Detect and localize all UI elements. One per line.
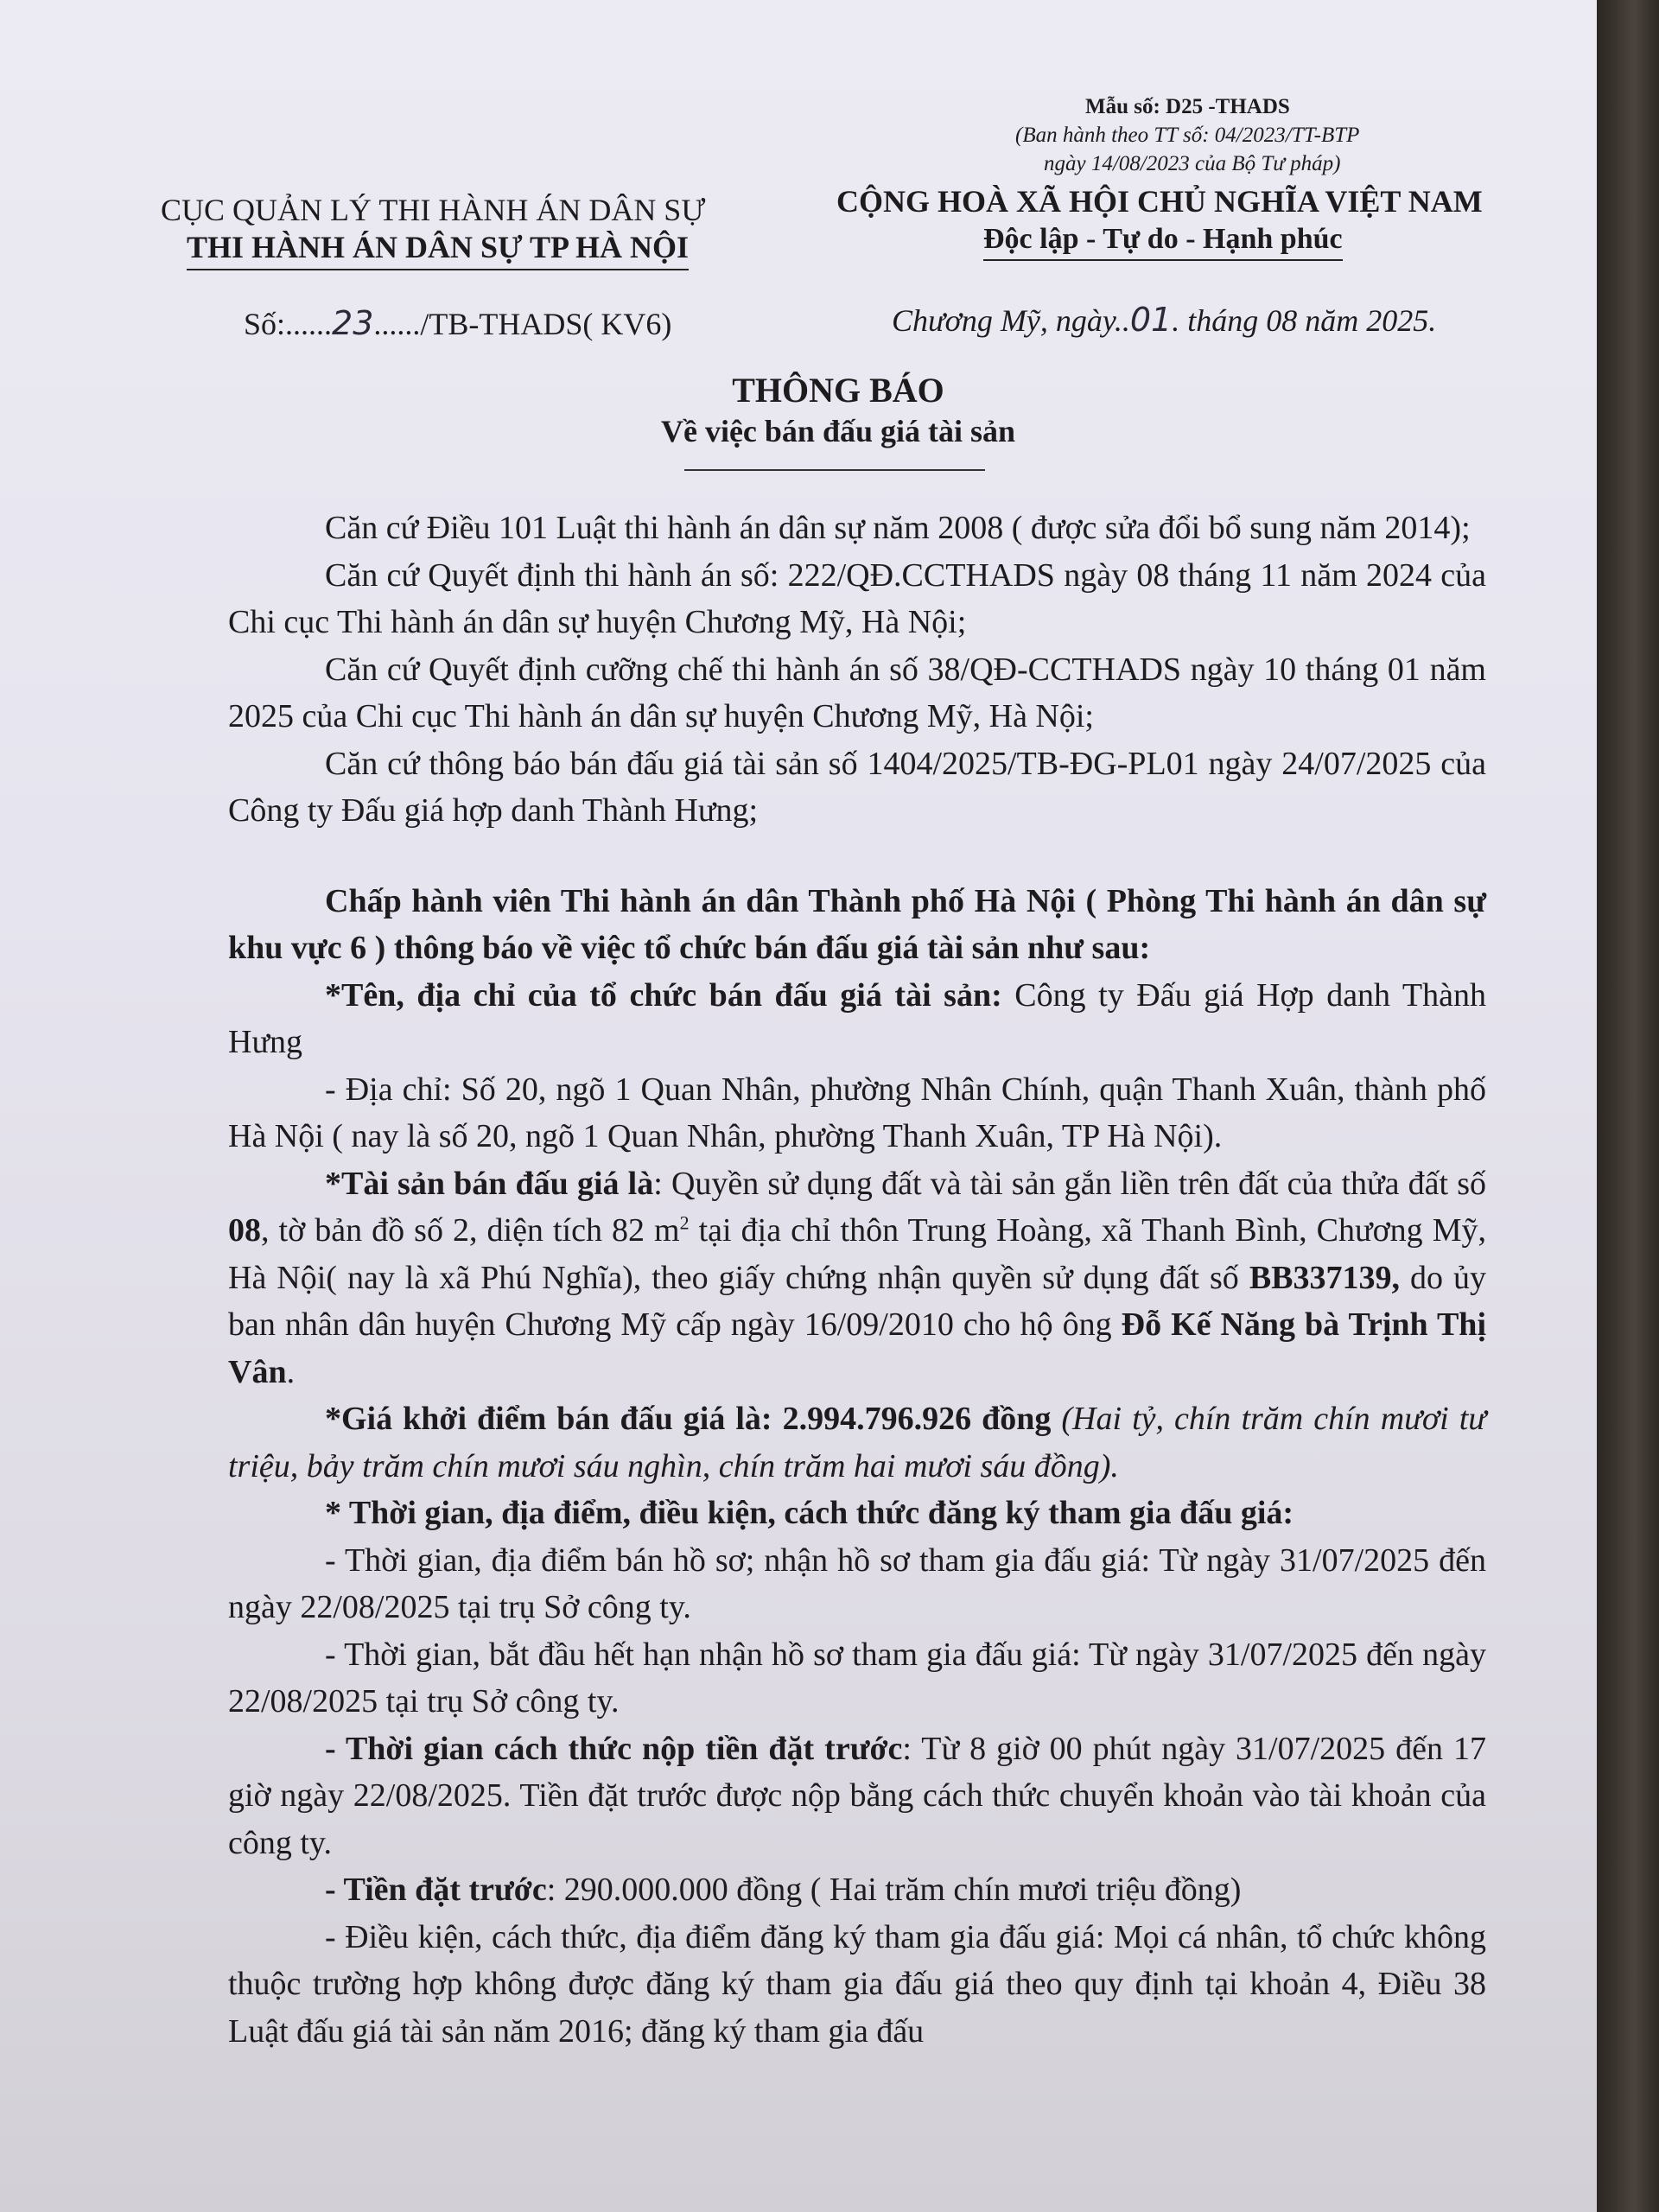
place-and-date (892, 301, 1436, 339)
doc-number-suffix: ....../TB-THADS( KV6) (373, 307, 672, 341)
registration-item: - Thời gian, địa điểm bán hồ sơ; nhận hồ sơ tham gia đấu giá: Từ ngày 31/07/2025 đến ngày 22/08/2025 tại trụ Sở công ty. (228, 1541, 1486, 1625)
basis-paragraph: Căn cứ Quyết định cưỡng chế thi hành án số 38/QĐ-CCTHADS ngày 10 tháng 01 năm 2025 của Chi cục Thi hành án dân sự huyện Chương Mỹ, Hà Nội; (228, 651, 1486, 734)
deposit-amount-label: - Tiền đặt trước (325, 1872, 547, 1908)
certificate-number: BB337139, (1249, 1259, 1401, 1296)
registration-heading: * Thời gian, địa điểm, điều kiện, cách thức đăng ký tham gia đấu giá: (325, 1495, 1294, 1531)
document-title: THÔNG BÁO (732, 371, 944, 410)
basis-paragraph: Căn cứ Quyết định thi hành án số: 222/QĐ.CCTHADS ngày 08 tháng 11 năm 2024 của Chi cục Thi hành án dân sự huyện Chương Mỹ, Hà Nội; (228, 556, 1486, 640)
intro-paragraph: Chấp hành viên Thi hành án dân Thành phố Hà Nội ( Phòng Thi hành án dân sự khu vực 6 ) thông báo về việc tổ chức bán đấu giá tài sản như sau: (228, 882, 1486, 966)
conditions-paragraph (228, 1914, 1486, 2056)
place-prefix: Chương Mỹ, ngày.. (892, 303, 1130, 338)
agency-name-line1: CỤC QUẢN LÝ THI HÀNH ÁN DÂN SỰ (161, 193, 706, 227)
day-handwritten: 01 (1129, 301, 1173, 339)
deposit-amount-paragraph (228, 1866, 1486, 1914)
deposit-method-label: - Thời gian cách thức nộp tiền đặt trước (325, 1730, 903, 1767)
starting-price-paragraph (228, 1395, 1486, 1490)
asset-owners: Đỗ Kế Năng bà Trịnh Thị Vân (228, 1306, 1486, 1390)
basis-paragraph: Căn cứ Điều 101 Luật thi hành án dân sự năm 2008 ( được sửa đổi bổ sung năm 2014); (325, 510, 1471, 546)
form-number: Mẫu số: D25 -THADS (1085, 95, 1290, 118)
document-subtitle: Về việc bán đấu giá tài sản (660, 414, 1016, 448)
asset-text: tại địa chỉ thôn Trung Hoàng, xã Thanh Bình, Chương Mỹ, Hà Nội( nay là xã Phú Nghĩa), theo giấy chứng nhận quyền sử dụng đất số (228, 1212, 1486, 1296)
conditions-text: : Mọi cá nhân, tổ chức không thuộc trường hợp không được đăng ký tham gia đấu giá theo quy định tại khoản 4, Điều 38 Luật đấu giá tài sản năm 2016; đăng ký tham gia đấu (228, 1918, 1487, 2050)
deposit-method-paragraph (228, 1726, 1486, 1867)
auction-org-paragraph (228, 972, 1486, 1066)
doc-number-handwritten: 23 (332, 304, 374, 342)
auction-org-address: - Địa chỉ: Số 20, ngõ 1 Quan Nhân, phường Nhân Chính, quận Thanh Xuân, thành phố Hà Nội ( nay là số 20, ngõ 1 Quan Nhân, phường Thanh Xuân, TP Hà Nội). (228, 1071, 1486, 1154)
asset-paragraph (228, 1160, 1486, 1396)
asset-text: do ủy ban nhân dân huyện Chương Mỹ cấp ngày 16/09/2010 cho hộ ông (228, 1259, 1487, 1343)
asset-label: *Tài sản bán đấu giá là (325, 1165, 654, 1202)
starting-price-words: (Hai tỷ, chín trăm chín mươi tư triệu, bảy trăm chín mươi sáu nghìn, chín trăm hai mươi sáu đồng). (228, 1401, 1486, 1484)
background-edge (1597, 0, 1659, 2212)
auction-org-label: *Tên, địa chỉ của tổ chức bán đấu giá tài sản: (325, 976, 1002, 1014)
asset-text: . (286, 1353, 296, 1390)
area-unit-superscript: 2 (679, 1211, 690, 1234)
agency-name-line2: THI HÀNH ÁN DÂN SỰ TP HÀ NỘI (187, 229, 689, 270)
document-body (228, 505, 1486, 2055)
place-suffix: . tháng 08 năm 2025. (1172, 303, 1437, 338)
starting-price-label: *Giá khởi điểm bán đấu giá là: 2.994.796.926 đồng (325, 1401, 1052, 1437)
document-number (244, 304, 671, 342)
deposit-amount-text: : 290.000.000 đồng ( Hai trăm chín mươi triệu đồng) (546, 1872, 1242, 1908)
asset-text: , tờ bản đồ số 2, diện tích 82 m (261, 1212, 680, 1249)
conditions-label: - Điều kiện, cách thức, địa điểm đăng ký tham gia đấu giá (325, 1918, 1096, 1955)
auction-org-name: Công ty Đấu giá Hợp danh Thành Hưng (228, 976, 1486, 1060)
deposit-method-text: : Từ 8 giờ 00 phút ngày 31/07/2025 đến 17 giờ ngày 22/08/2025. Tiền đặt trước được nộp bằng cách thức chuyển khoản vào tài khoản của công ty. (228, 1730, 1486, 1861)
registration-item: - Thời gian, bắt đầu hết hạn nhận hồ sơ tham gia đấu giá: Từ ngày 31/07/2025 đến ngày 22/08/2025 tại trụ Sở công ty. (228, 1636, 1486, 1719)
basis-paragraph: Căn cứ thông báo bán đấu giá tài sản số 1404/2025/TB-ĐG-PL01 ngày 24/07/2025 của Công ty Đấu giá hợp danh Thành Hưng; (228, 745, 1486, 829)
form-issued-by: (Ban hành theo TT số: 04/2023/TT-BTP (1015, 124, 1360, 147)
asset-text: : Quyền sử dụng đất và tài sản gắn liền trên đất của thửa đất số (653, 1165, 1486, 1202)
form-issued-date: ngày 14/08/2023 của Bộ Tư pháp) (1044, 152, 1341, 175)
national-motto: Độc lập - Tự do - Hạnh phúc (983, 223, 1343, 261)
national-title: CỘNG HOÀ XÃ HỘI CHỦ NGHĨA VIỆT NAM (836, 184, 1483, 219)
doc-number-prefix: Số:...... (244, 307, 333, 341)
title-underline (684, 469, 985, 471)
parcel-number: 08 (228, 1212, 261, 1249)
